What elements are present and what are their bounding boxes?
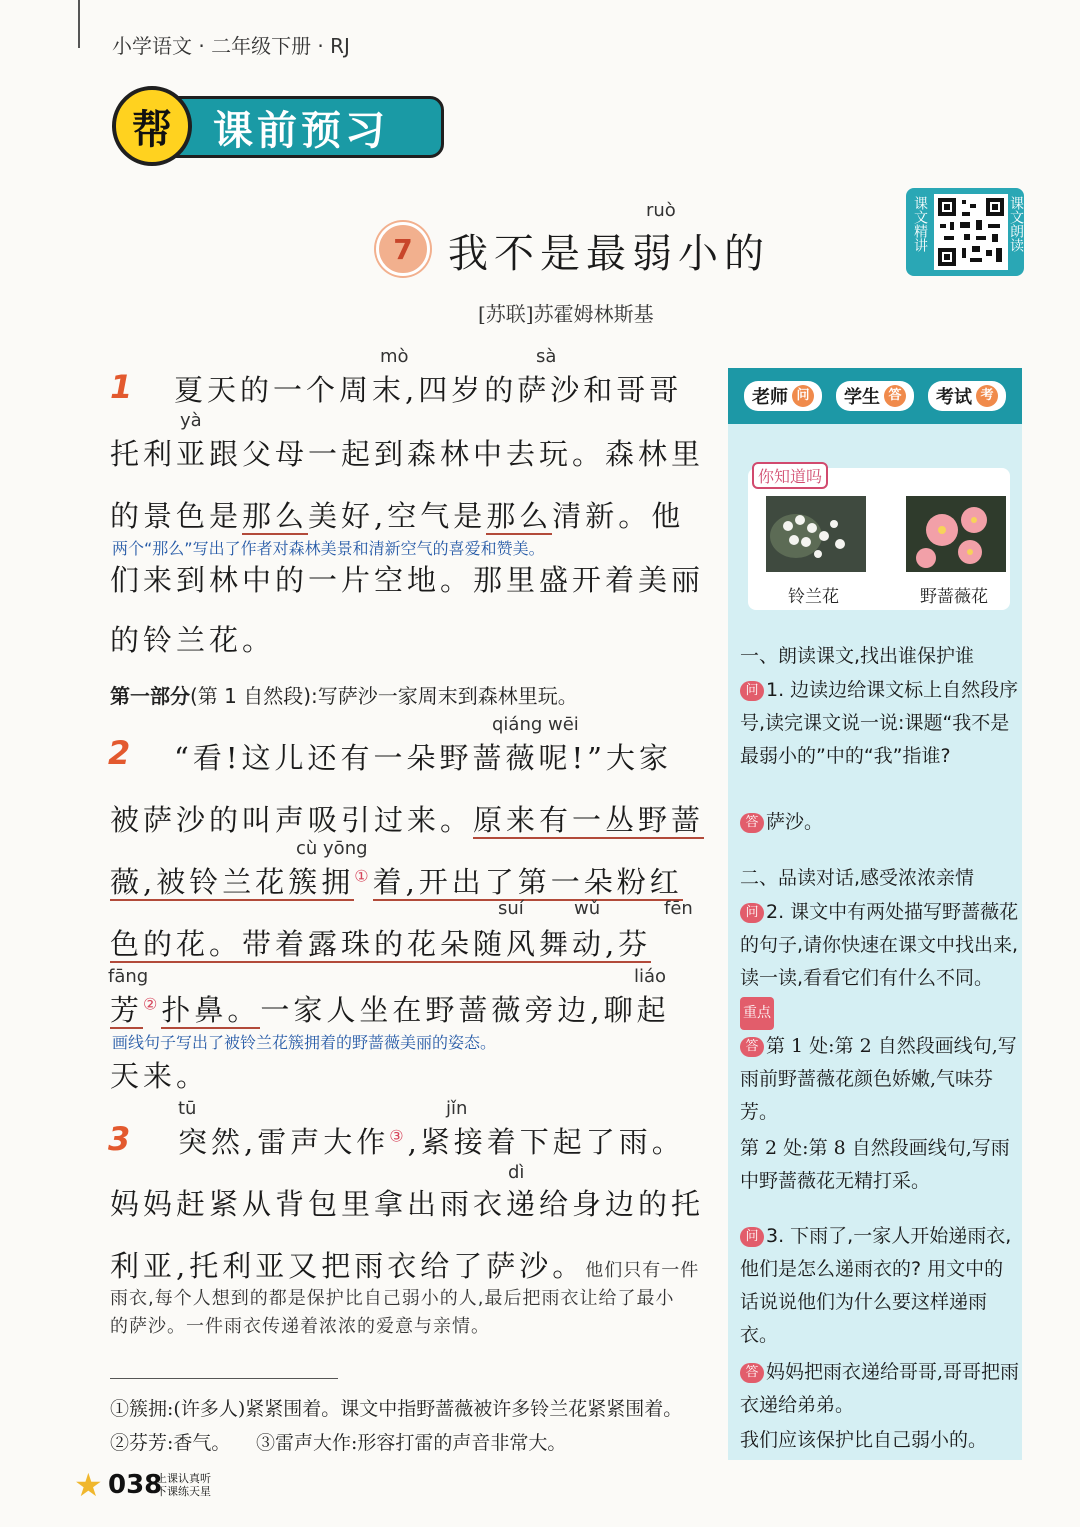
answer-3b: 我们应该保护比自己弱小的。: [740, 1429, 988, 1451]
question-mark-icon: 问: [740, 903, 764, 923]
banner-badge: 帮: [112, 86, 192, 166]
footnote-2: ②芬芳:香气。: [110, 1432, 231, 1454]
footnote-3: ③雷声大作:形容打雷的声音非常大。: [256, 1432, 567, 1454]
pinyin-mo: mò: [380, 346, 409, 367]
qr-right-label: 课文朗读: [1008, 196, 1024, 252]
question-2: 问 2. 课文中有两处描写野蔷薇花的句子,请你快速在课文中找出来,读一读,看看它们有什么不同。重点: [740, 896, 1022, 1030]
p1-line-5: 的铃兰花。: [110, 623, 276, 657]
p2-line-3: 薇,被铃兰花簇拥①着,开出了第一朵粉红: [110, 865, 683, 899]
p2-line-2: 被萨沙的叫声吸引过来。原来有一丛野蔷: [110, 803, 705, 837]
pinyin-wu: wǔ: [574, 898, 601, 919]
p2-line-4: 色的花。带着露珠的花朵随风舞动,芬: [110, 927, 652, 961]
lily-of-valley-photo: [766, 496, 866, 572]
p2-line-1: “看!这儿还有一朵野蔷薇呢!”大家: [174, 741, 672, 775]
corner-line: [78, 0, 80, 48]
p3-comment-3: 的萨沙。一件雨衣传递着浓浓的爱意与亲情。: [110, 1316, 490, 1337]
pinyin-sa: sà: [536, 346, 557, 367]
p1-line-1: 夏天的一个周末,四岁的萨沙和哥哥: [174, 373, 683, 407]
question-1: 问 1. 边读边给课文标上自然段序号,读完课文说一说:课题“我不是最弱小的”中的“我”指谁?: [740, 679, 1019, 767]
lesson-author: [苏联]苏霍姆林斯基: [478, 302, 654, 326]
footnote-divider: [110, 1378, 338, 1379]
rose-caption: 野蔷薇花: [920, 587, 988, 607]
pinyin-ya: yà: [180, 410, 202, 431]
student-pill: 学生 答: [836, 381, 914, 411]
lesson-title: 我不是最弱小的: [448, 231, 770, 277]
pinyin-liao: liáo: [634, 966, 667, 987]
paragraph-number-3: 3: [108, 1120, 131, 1158]
p1-line-2: 托利亚跟父母一起到森林中去玩。森林里: [110, 437, 705, 471]
exam-pill: 考试 考: [928, 381, 1006, 411]
answer-mark-icon: 答: [740, 1363, 764, 1383]
star-icon: ★: [74, 1466, 103, 1504]
paragraph-number-1: 1: [110, 368, 133, 406]
did-you-know-tag: 你知道吗: [752, 462, 828, 489]
section-1-title: 一、朗读课文,找出谁保护谁: [740, 645, 975, 667]
qr-left-label: 课文精讲: [912, 196, 928, 252]
qr-code-icon[interactable]: [934, 194, 1008, 270]
p3-comment-2: 雨衣,每个人想到的都是保护比自己弱小的人,最后把雨衣让给了最小: [110, 1288, 675, 1309]
answer-mark-icon: 答: [740, 813, 764, 833]
question-3: 问 3. 下雨了,一家人开始递雨衣,他们是怎么递雨衣的? 用文中的话说说他们为什么要这样递雨衣。: [740, 1225, 1012, 1346]
title-pinyin: ruò: [646, 200, 676, 221]
question-mark-icon: 问: [740, 681, 764, 701]
section-2-title: 二、品读对话,感受浓浓亲情: [740, 867, 975, 889]
book-header: 小学语文 · 二年级下册 · RJ: [112, 34, 350, 58]
p1-note: 两个“那么”写出了作者对森林美景和清新空气的喜爱和赞美。: [112, 539, 545, 558]
pinyin-qiangwei: qiáng wēi: [492, 714, 579, 735]
p2-note: 画线句子写出了被铃兰花簇拥着的野蔷薇美丽的姿态。: [112, 1033, 497, 1052]
preview-banner: [112, 86, 452, 166]
pinyin-tu: tū: [178, 1098, 197, 1119]
lily-caption: 铃兰花: [788, 587, 839, 607]
answer-3a: 答 妈妈把雨衣递给哥哥,哥哥把雨衣递给弟弟。: [740, 1361, 1020, 1416]
teacher-pill: 老师 问: [744, 381, 822, 411]
pinyin-fen: fēn: [664, 898, 693, 919]
lesson-number: 7: [376, 222, 430, 276]
p1-line-4: 们来到林中的一片空地。那里盛开着美丽: [110, 563, 705, 597]
answer-2b: 第 2 处:第 8 自然段画线句,写雨中野蔷薇花无精打采。: [740, 1137, 1010, 1192]
banner-label: 课前预习: [164, 96, 444, 158]
p3-line-1: 突然,雷声大作③,紧接着下起了雨。: [178, 1125, 685, 1159]
page-slogan: 上课认真听 下课练天星: [156, 1472, 211, 1498]
answer-2a: 答 第 1 处:第 2 自然段画线句,写雨前野蔷薇花颜色娇嫩,气味芬芳。: [740, 1035, 1017, 1123]
p2-line-6: 天来。: [110, 1059, 210, 1093]
answer-mark-icon: 答: [740, 1037, 764, 1057]
wild-rose-photo: [906, 496, 1006, 572]
page-number: 038: [108, 1470, 163, 1500]
p1-line-3: 的景色是那么美好,空气是那么清新。他: [110, 499, 685, 533]
pinyin-fang: fāng: [108, 966, 149, 987]
pinyin-cuyong: cù yōng: [296, 838, 368, 859]
pinyin-di: dì: [508, 1162, 525, 1183]
sidebar-header: [728, 368, 1022, 424]
p2-line-5: 芳②扑鼻。一家人坐在野蔷薇旁边,聊起: [110, 993, 670, 1027]
p3-line-2: 妈妈赶紧从背包里拿出雨衣递给身边的托: [110, 1187, 705, 1221]
section-summary: 第一部分(第 1 自然段):写萨沙一家周末到森林里玩。: [110, 684, 578, 708]
footnote-1: ①簇拥:(许多人)紧紧围着。课文中指野蔷薇被许多铃兰花紧紧围着。: [110, 1398, 683, 1420]
key-point-badge: 重点: [740, 997, 774, 1030]
question-mark-icon: 问: [740, 1227, 764, 1247]
p3-line-3: 利亚,托利亚又把雨衣给了萨沙。他们只有一件: [110, 1249, 700, 1283]
paragraph-number-2: 2: [108, 734, 131, 772]
pinyin-sui: suí: [498, 898, 524, 919]
pinyin-jin: jǐn: [446, 1098, 468, 1119]
answer-1: 答 萨沙。: [740, 806, 1022, 839]
